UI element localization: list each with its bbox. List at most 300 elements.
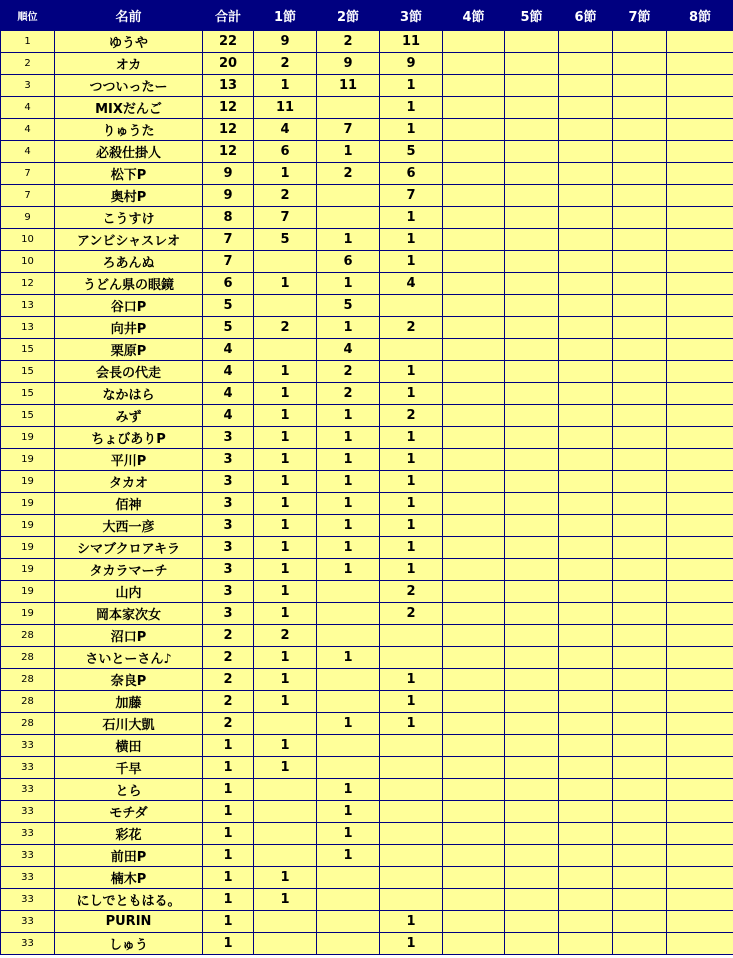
table-row [1, 735, 733, 757]
cell-round-8 [667, 471, 733, 493]
cell-round-8 [667, 449, 733, 471]
cell-round-7 [613, 383, 667, 405]
cell-name: 横田 [55, 735, 203, 757]
cell-round-2: 5 [317, 295, 380, 317]
cell-round-5 [505, 515, 559, 537]
cell-round-6 [559, 185, 613, 207]
cell-round-3: 1 [380, 229, 443, 251]
cell-name: 会長の代走 [55, 361, 203, 383]
cell-round-1: 1 [254, 757, 317, 779]
cell-round-7 [613, 53, 667, 75]
cell-rank: 19 [1, 515, 55, 537]
cell-round-4 [443, 845, 505, 867]
cell-round-2 [317, 911, 380, 933]
cell-name: りゅうた [55, 119, 203, 141]
cell-round-7 [613, 801, 667, 823]
cell-round-6 [559, 141, 613, 163]
cell-round-4 [443, 889, 505, 911]
cell-round-5 [505, 97, 559, 119]
cell-round-8 [667, 53, 733, 75]
cell-round-6 [559, 53, 613, 75]
cell-round-6 [559, 713, 613, 735]
cell-name: 岡本家次女 [55, 603, 203, 625]
cell-round-1: 1 [254, 669, 317, 691]
cell-name: ろあんぬ [55, 251, 203, 273]
cell-round-8 [667, 559, 733, 581]
cell-name: MIXだんご [55, 97, 203, 119]
cell-round-1: 1 [254, 471, 317, 493]
cell-round-1: 1 [254, 559, 317, 581]
cell-round-3: 1 [380, 119, 443, 141]
cell-rank: 2 [1, 53, 55, 75]
cell-round-7 [613, 757, 667, 779]
cell-name: にしでともはる。 [55, 889, 203, 911]
cell-round-2: 1 [317, 471, 380, 493]
cell-round-2: 1 [317, 317, 380, 339]
cell-total: 3 [203, 559, 254, 581]
cell-round-3 [380, 339, 443, 361]
cell-total: 3 [203, 603, 254, 625]
cell-total: 3 [203, 449, 254, 471]
cell-total: 22 [203, 31, 254, 53]
cell-round-2: 1 [317, 405, 380, 427]
cell-round-2 [317, 757, 380, 779]
cell-name: さいとーさん♪ [55, 647, 203, 669]
cell-round-6 [559, 383, 613, 405]
cell-round-5 [505, 845, 559, 867]
cell-round-8 [667, 581, 733, 603]
cell-round-2 [317, 625, 380, 647]
cell-round-4 [443, 273, 505, 295]
cell-round-2: 9 [317, 53, 380, 75]
cell-round-4 [443, 515, 505, 537]
cell-round-5 [505, 735, 559, 757]
table-row [1, 823, 733, 845]
cell-round-5 [505, 867, 559, 889]
cell-name: PURIN [55, 911, 203, 933]
cell-total: 1 [203, 757, 254, 779]
cell-round-8 [667, 691, 733, 713]
cell-round-7 [613, 97, 667, 119]
cell-round-3 [380, 757, 443, 779]
table-row [1, 339, 733, 361]
table-row [1, 713, 733, 735]
cell-round-3: 9 [380, 53, 443, 75]
cell-round-7 [613, 867, 667, 889]
cell-round-1 [254, 251, 317, 273]
cell-round-6 [559, 317, 613, 339]
cell-round-1 [254, 911, 317, 933]
cell-round-2: 6 [317, 251, 380, 273]
cell-round-5 [505, 119, 559, 141]
cell-round-8 [667, 933, 733, 955]
cell-name: ちょびありP [55, 427, 203, 449]
cell-round-7 [613, 933, 667, 955]
cell-round-6 [559, 493, 613, 515]
cell-round-1: 1 [254, 493, 317, 515]
cell-round-4 [443, 339, 505, 361]
cell-total: 6 [203, 273, 254, 295]
cell-round-1 [254, 339, 317, 361]
cell-round-3 [380, 867, 443, 889]
cell-total: 1 [203, 845, 254, 867]
cell-round-6 [559, 911, 613, 933]
cell-round-3: 4 [380, 273, 443, 295]
cell-round-8 [667, 537, 733, 559]
cell-name: 沼口P [55, 625, 203, 647]
cell-round-3: 1 [380, 383, 443, 405]
cell-name: タカオ [55, 471, 203, 493]
cell-round-8 [667, 603, 733, 625]
cell-total: 1 [203, 889, 254, 911]
cell-round-6 [559, 31, 613, 53]
cell-round-7 [613, 823, 667, 845]
cell-round-6 [559, 559, 613, 581]
cell-round-6 [559, 449, 613, 471]
cell-round-1 [254, 933, 317, 955]
cell-round-1: 2 [254, 317, 317, 339]
cell-round-4 [443, 53, 505, 75]
table-row [1, 163, 733, 185]
cell-round-8 [667, 339, 733, 361]
cell-round-5 [505, 383, 559, 405]
cell-round-2 [317, 933, 380, 955]
cell-round-5 [505, 823, 559, 845]
cell-round-3 [380, 735, 443, 757]
cell-round-3: 1 [380, 207, 443, 229]
header-rank: 順位 [1, 1, 55, 31]
cell-rank: 9 [1, 207, 55, 229]
table-row [1, 141, 733, 163]
cell-round-7 [613, 691, 667, 713]
cell-round-1 [254, 779, 317, 801]
cell-round-3 [380, 779, 443, 801]
cell-round-8 [667, 75, 733, 97]
cell-round-5 [505, 141, 559, 163]
cell-round-2 [317, 867, 380, 889]
cell-round-8 [667, 867, 733, 889]
cell-total: 4 [203, 361, 254, 383]
cell-round-3: 6 [380, 163, 443, 185]
cell-round-7 [613, 603, 667, 625]
cell-total: 1 [203, 801, 254, 823]
cell-round-4 [443, 735, 505, 757]
cell-round-4 [443, 97, 505, 119]
cell-total: 3 [203, 581, 254, 603]
cell-round-6 [559, 515, 613, 537]
table-row [1, 779, 733, 801]
cell-total: 1 [203, 911, 254, 933]
cell-total: 2 [203, 691, 254, 713]
cell-round-8 [667, 229, 733, 251]
cell-round-5 [505, 273, 559, 295]
cell-name: 谷口P [55, 295, 203, 317]
table-row [1, 867, 733, 889]
cell-round-1: 1 [254, 889, 317, 911]
cell-round-7 [613, 449, 667, 471]
cell-round-8 [667, 119, 733, 141]
cell-round-7 [613, 229, 667, 251]
cell-round-3: 11 [380, 31, 443, 53]
cell-round-2: 1 [317, 537, 380, 559]
cell-total: 7 [203, 251, 254, 273]
cell-round-5 [505, 779, 559, 801]
cell-round-8 [667, 713, 733, 735]
cell-round-8 [667, 207, 733, 229]
table-row [1, 603, 733, 625]
cell-round-5 [505, 691, 559, 713]
cell-round-1: 1 [254, 537, 317, 559]
cell-round-7 [613, 889, 667, 911]
cell-total: 3 [203, 537, 254, 559]
cell-round-8 [667, 757, 733, 779]
cell-total: 4 [203, 383, 254, 405]
cell-round-4 [443, 757, 505, 779]
cell-round-4 [443, 251, 505, 273]
table-row [1, 31, 733, 53]
cell-round-7 [613, 339, 667, 361]
cell-round-7 [613, 713, 667, 735]
cell-round-4 [443, 603, 505, 625]
cell-rank: 7 [1, 185, 55, 207]
cell-round-5 [505, 603, 559, 625]
cell-round-6 [559, 625, 613, 647]
cell-round-5 [505, 53, 559, 75]
cell-total: 1 [203, 933, 254, 955]
cell-round-1: 1 [254, 75, 317, 97]
cell-round-7 [613, 207, 667, 229]
header-round-2: 2節 [317, 1, 380, 31]
cell-round-7 [613, 911, 667, 933]
cell-name: つついったー [55, 75, 203, 97]
cell-round-6 [559, 867, 613, 889]
cell-round-8 [667, 317, 733, 339]
cell-round-5 [505, 647, 559, 669]
cell-rank: 19 [1, 471, 55, 493]
cell-rank: 33 [1, 823, 55, 845]
cell-name: みず [55, 405, 203, 427]
cell-name: 加藤 [55, 691, 203, 713]
cell-round-6 [559, 207, 613, 229]
header-round-7: 7節 [613, 1, 667, 31]
cell-round-2 [317, 603, 380, 625]
cell-round-6 [559, 471, 613, 493]
cell-round-5 [505, 713, 559, 735]
cell-total: 9 [203, 185, 254, 207]
cell-total: 5 [203, 295, 254, 317]
cell-total: 2 [203, 647, 254, 669]
table-row [1, 933, 733, 955]
header-total: 合計 [203, 1, 254, 31]
table-row [1, 449, 733, 471]
cell-round-6 [559, 119, 613, 141]
cell-round-8 [667, 383, 733, 405]
table-row [1, 515, 733, 537]
cell-rank: 19 [1, 493, 55, 515]
cell-round-6 [559, 845, 613, 867]
cell-round-8 [667, 625, 733, 647]
cell-name: オカ [55, 53, 203, 75]
cell-round-2: 2 [317, 163, 380, 185]
cell-round-5 [505, 75, 559, 97]
cell-round-2: 2 [317, 361, 380, 383]
cell-rank: 28 [1, 691, 55, 713]
cell-rank: 19 [1, 559, 55, 581]
cell-name: しゅう [55, 933, 203, 955]
cell-rank: 10 [1, 251, 55, 273]
cell-round-4 [443, 119, 505, 141]
table-row [1, 229, 733, 251]
table-row [1, 669, 733, 691]
cell-round-1: 5 [254, 229, 317, 251]
cell-round-1: 1 [254, 691, 317, 713]
cell-round-6 [559, 427, 613, 449]
cell-round-5 [505, 229, 559, 251]
cell-round-7 [613, 273, 667, 295]
cell-rank: 33 [1, 735, 55, 757]
cell-round-2 [317, 669, 380, 691]
cell-round-4 [443, 163, 505, 185]
cell-round-1: 1 [254, 405, 317, 427]
cell-round-5 [505, 317, 559, 339]
cell-total: 2 [203, 713, 254, 735]
cell-round-2: 1 [317, 713, 380, 735]
cell-round-4 [443, 405, 505, 427]
cell-round-3: 2 [380, 581, 443, 603]
cell-round-3: 1 [380, 75, 443, 97]
cell-round-3 [380, 801, 443, 823]
cell-rank: 15 [1, 361, 55, 383]
cell-round-2 [317, 889, 380, 911]
cell-name: 大西一彦 [55, 515, 203, 537]
cell-name: タカラマーチ [55, 559, 203, 581]
cell-round-6 [559, 647, 613, 669]
cell-round-8 [667, 185, 733, 207]
cell-round-8 [667, 295, 733, 317]
cell-round-5 [505, 757, 559, 779]
cell-round-5 [505, 537, 559, 559]
cell-round-1: 1 [254, 515, 317, 537]
table-row [1, 207, 733, 229]
cell-round-1: 1 [254, 603, 317, 625]
cell-rank: 28 [1, 669, 55, 691]
cell-round-3 [380, 823, 443, 845]
cell-round-8 [667, 515, 733, 537]
cell-round-3: 1 [380, 449, 443, 471]
cell-round-2 [317, 185, 380, 207]
cell-round-2 [317, 97, 380, 119]
cell-round-8 [667, 97, 733, 119]
cell-round-3 [380, 625, 443, 647]
cell-total: 1 [203, 779, 254, 801]
cell-name: アンビシャスレオ [55, 229, 203, 251]
cell-name: 山内 [55, 581, 203, 603]
cell-round-1 [254, 823, 317, 845]
cell-total: 9 [203, 163, 254, 185]
cell-total: 8 [203, 207, 254, 229]
cell-round-4 [443, 647, 505, 669]
cell-rank: 1 [1, 31, 55, 53]
cell-round-6 [559, 823, 613, 845]
cell-round-7 [613, 581, 667, 603]
cell-rank: 4 [1, 119, 55, 141]
cell-rank: 28 [1, 713, 55, 735]
cell-round-4 [443, 317, 505, 339]
cell-rank: 12 [1, 273, 55, 295]
cell-round-4 [443, 207, 505, 229]
cell-round-7 [613, 31, 667, 53]
cell-round-8 [667, 889, 733, 911]
cell-name: 奥村P [55, 185, 203, 207]
cell-total: 5 [203, 317, 254, 339]
cell-round-5 [505, 933, 559, 955]
cell-rank: 13 [1, 317, 55, 339]
table-row [1, 75, 733, 97]
cell-name: 栗原P [55, 339, 203, 361]
cell-round-2: 1 [317, 845, 380, 867]
cell-round-2 [317, 207, 380, 229]
table-row [1, 317, 733, 339]
cell-round-2 [317, 735, 380, 757]
cell-round-4 [443, 361, 505, 383]
cell-round-7 [613, 361, 667, 383]
cell-round-7 [613, 493, 667, 515]
cell-round-3: 2 [380, 603, 443, 625]
header-round-8: 8節 [667, 1, 733, 31]
cell-rank: 10 [1, 229, 55, 251]
cell-round-3: 1 [380, 691, 443, 713]
table-row [1, 493, 733, 515]
cell-total: 4 [203, 339, 254, 361]
cell-round-8 [667, 735, 733, 757]
cell-round-2: 7 [317, 119, 380, 141]
cell-name: なかはら [55, 383, 203, 405]
cell-round-7 [613, 317, 667, 339]
cell-name: 石川大凱 [55, 713, 203, 735]
cell-round-8 [667, 801, 733, 823]
cell-round-5 [505, 911, 559, 933]
cell-rank: 19 [1, 537, 55, 559]
cell-round-8 [667, 251, 733, 273]
cell-round-1: 2 [254, 185, 317, 207]
cell-round-5 [505, 493, 559, 515]
table-row [1, 471, 733, 493]
cell-round-6 [559, 757, 613, 779]
cell-round-6 [559, 537, 613, 559]
cell-round-1: 6 [254, 141, 317, 163]
cell-round-5 [505, 427, 559, 449]
cell-round-4 [443, 559, 505, 581]
cell-round-1: 1 [254, 163, 317, 185]
cell-round-2 [317, 581, 380, 603]
cell-round-5 [505, 889, 559, 911]
cell-round-1 [254, 713, 317, 735]
cell-rank: 28 [1, 625, 55, 647]
cell-round-1: 1 [254, 449, 317, 471]
cell-round-7 [613, 647, 667, 669]
cell-total: 1 [203, 867, 254, 889]
cell-rank: 3 [1, 75, 55, 97]
table-row [1, 911, 733, 933]
cell-total: 2 [203, 669, 254, 691]
header-name: 名前 [55, 1, 203, 31]
cell-round-5 [505, 471, 559, 493]
cell-round-5 [505, 339, 559, 361]
table-row [1, 845, 733, 867]
cell-name: シマブクロアキラ [55, 537, 203, 559]
table-row [1, 185, 733, 207]
cell-round-5 [505, 559, 559, 581]
